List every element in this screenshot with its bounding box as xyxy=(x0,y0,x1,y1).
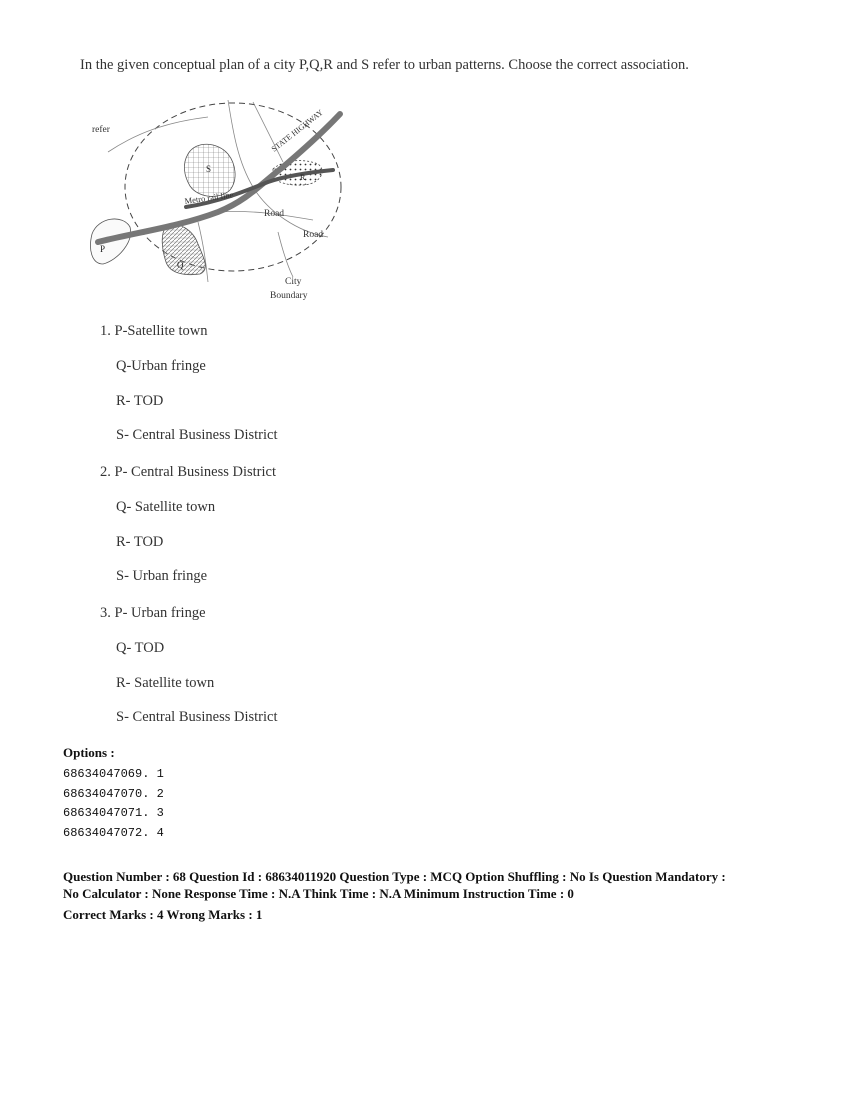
choice-2-number: 2. xyxy=(100,464,111,480)
choice-2-s: S- Urban fringe xyxy=(116,568,208,584)
choice-2-p: P- Central Business District xyxy=(114,464,277,480)
choice-3-p: P- Urban fringe xyxy=(114,605,206,621)
label-s: S xyxy=(206,164,212,174)
label-road-2: Road xyxy=(303,230,324,240)
choice-1-q: Q-Urban fringe xyxy=(116,358,206,374)
choice-1-number: 1. xyxy=(100,323,111,339)
metadata-line-1: Question Number : 68 Question Id : 68634011920 Question Type : MCQ Option Shuffling : No Is Question Mandatory : xyxy=(63,869,726,884)
label-boundary: Boundary xyxy=(270,291,308,301)
city-plan-figure xyxy=(78,92,348,307)
choice-3-r: R- Satellite town xyxy=(116,675,215,691)
region-q xyxy=(162,225,205,275)
choice-3-line-1 xyxy=(100,605,206,622)
label-refer: refer xyxy=(92,125,110,135)
option-item[interactable]: 68634047072. 4 xyxy=(63,825,164,840)
marks-line: Correct Marks : 4 Wrong Marks : 1 xyxy=(63,907,263,922)
label-road-1: Road xyxy=(264,209,285,219)
choice-3-s: S- Central Business District xyxy=(116,709,278,725)
road-line xyxy=(108,117,208,152)
label-r: R xyxy=(300,173,306,182)
label-state-highway: STATE HIGHWAY xyxy=(269,107,325,154)
options-block xyxy=(63,745,164,843)
label-q: Q xyxy=(177,260,184,270)
options-heading: Options : xyxy=(63,745,115,760)
option-item[interactable]: 68634047071. 3 xyxy=(63,806,164,820)
metadata-line-2: No Calculator : None Response Time : N.A Think Time : N.A Minimum Instruction Time : 0 xyxy=(63,886,574,901)
road-line xyxy=(278,232,293,277)
label-city: City xyxy=(285,277,302,287)
choice-1-line-1 xyxy=(100,323,208,340)
option-item[interactable]: 68634047069. 1 xyxy=(63,767,164,781)
choice-3-number: 3. xyxy=(100,605,111,621)
choice-1-s: S- Central Business District xyxy=(116,427,278,443)
choice-2-r: R- TOD xyxy=(116,534,164,550)
choice-3-q: Q- TOD xyxy=(116,640,165,656)
question-metadata xyxy=(63,868,803,923)
choice-1-p: P-Satellite town xyxy=(114,323,208,339)
label-p: P xyxy=(100,244,106,254)
choice-1-r: R- TOD xyxy=(116,393,164,409)
option-item[interactable]: 68634047070. 2 xyxy=(63,786,164,801)
choice-2-q: Q- Satellite town xyxy=(116,499,216,515)
choice-2-line-1 xyxy=(100,464,276,481)
question-text: In the given conceptual plan of a city P,Q,R and S refer to urban patterns. Choose the correct association. xyxy=(80,57,689,73)
label-metro: Metro rail line xyxy=(183,189,234,206)
